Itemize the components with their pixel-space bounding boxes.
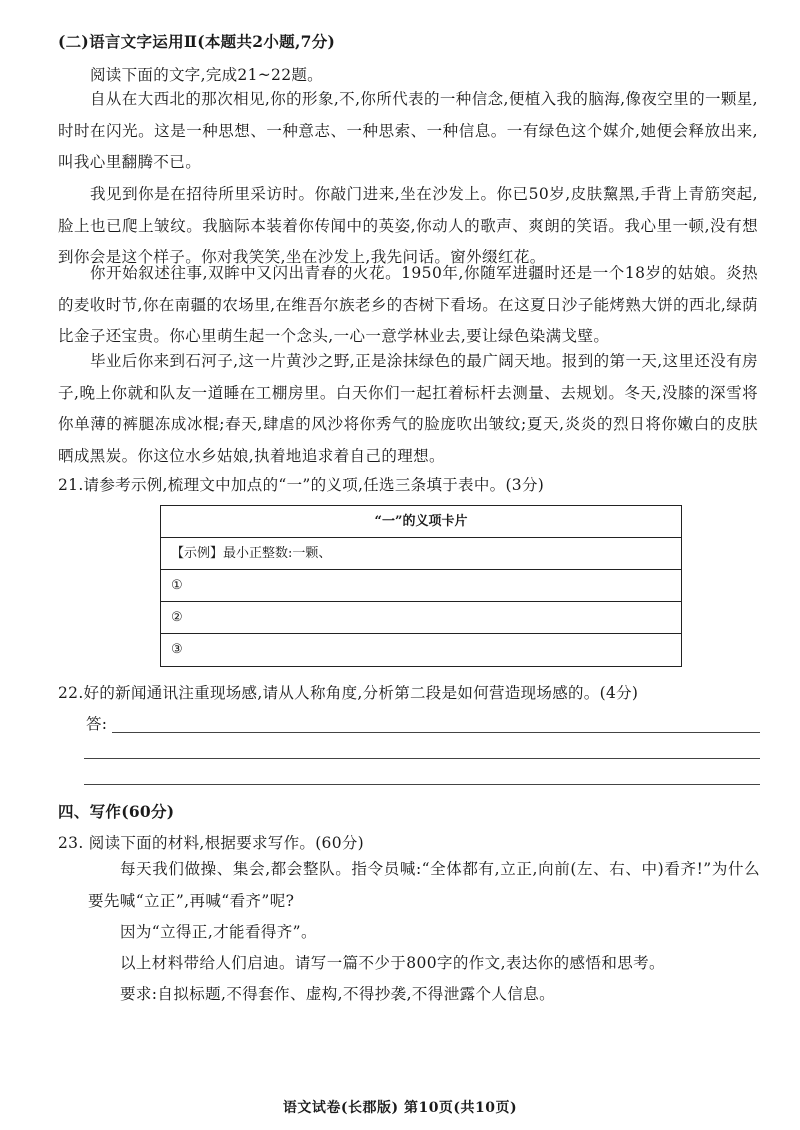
answer-label: 答: <box>86 715 108 733</box>
section-header: (二)语言文字运用Ⅱ(本题共2小题,7分) <box>58 32 336 51</box>
passage-paragraph-1: 自从在大西北的那次相见,你的形象,不,你所代表的一种信念,便植入我的脑海,像夜空里的一颗星,时时在闪光。这是一种思想、一种意志、一种思索、一种信息。一有绿色这个媒介,她便会释放出来,叫我心里翻腾不已。 <box>58 90 758 171</box>
question-22: 22.好的新闻通讯注重现场感,请从人称角度,分析第二段是如何营造现场感的。(4分) <box>58 684 639 702</box>
material-paragraph-2: 因为“立得正,才能看得齐”。 <box>120 923 317 941</box>
card-example-row: 【示例】最小正整数:一颗、 <box>161 538 681 570</box>
section-4-header: 四、写作(60分) <box>58 802 175 821</box>
material-paragraph-4: 要求:自拟标题,不得套作、虚构,不得抄袭,不得泄露个人信息。 <box>120 985 556 1003</box>
card-answer-row-2[interactable]: ② <box>161 602 681 634</box>
page-footer: 语文试卷(长郡版) 第10页(共10页) <box>282 1100 518 1116</box>
answer-line-1[interactable] <box>112 732 760 733</box>
answer-line-3[interactable] <box>84 784 760 785</box>
card-answer-row-1[interactable]: ① <box>161 570 681 602</box>
question-21: 21.请参考示例,梳理文中加点的“一”的义项,任选三条填于表中。(3分) <box>58 476 545 494</box>
passage-paragraph-4: 毕业后你来到石河子,这一片黄沙之野,正是涂抹绿色的最广阔天地。报到的第一天,这里还没有房子,晚上你就和队友一道睡在工棚房里。白天你们一起扛着标杆去测量、去规划。冬天,没膝的深雪将你单薄的裤腿冻成冰棍;春天,肆虐的风沙将你秀气的脸庞吹出皱纹;夏天,炎炎的烈日将你嫩白的皮肤晒成黑炭。你这位水乡姑娘,执着地追求着自己的理想。 <box>58 352 758 465</box>
question-23: 23. 阅读下面的材料,根据要求写作。(60分) <box>58 834 365 852</box>
card-answer-row-3[interactable]: ③ <box>171 642 183 657</box>
meaning-card-table <box>160 505 682 667</box>
material-paragraph-3: 以上材料带给人们启迪。请写一篇不少于800字的作文,表达你的感悟和思考。 <box>120 954 665 972</box>
reading-instruction: 阅读下面的文字,完成21~22题。 <box>90 66 323 84</box>
passage-paragraph-2: 我见到你是在招待所里采访时。你敲门进来,坐在沙发上。你已50岁,皮肤黧黑,手背上青筋突起,脸上也已爬上皱纹。我脑际本装着你传闻中的英姿,你动人的歌声、爽朗的笑语。我心里一顿,没有想到你会是这个样子。你对我笑笑,坐在沙发上,我先问话。窗外缀红花。 <box>58 185 758 266</box>
card-title: “一”的义项卡片 <box>161 506 681 538</box>
answer-line-2[interactable] <box>84 758 760 759</box>
material-paragraph-1: 每天我们做操、集会,都会整队。指令员喊:“全体都有,立正,向前(左、右、中)看齐!”为什么要先喊“立正”,再喊“看齐”呢? <box>88 860 760 910</box>
passage-paragraph-3: 你开始叙述往事,双眸中又闪出青春的火花。1950年,你随军进疆时还是一个18岁的姑娘。炎热的麦收时节,你在南疆的农场里,在维吾尔族老乡的杏树下看场。在这夏日沙子能烤熟大饼的西北,绿荫比金子还宝贵。你心里萌生起一个念头,一心一意学林业去,要让绿色染满戈壁。 <box>58 264 758 345</box>
